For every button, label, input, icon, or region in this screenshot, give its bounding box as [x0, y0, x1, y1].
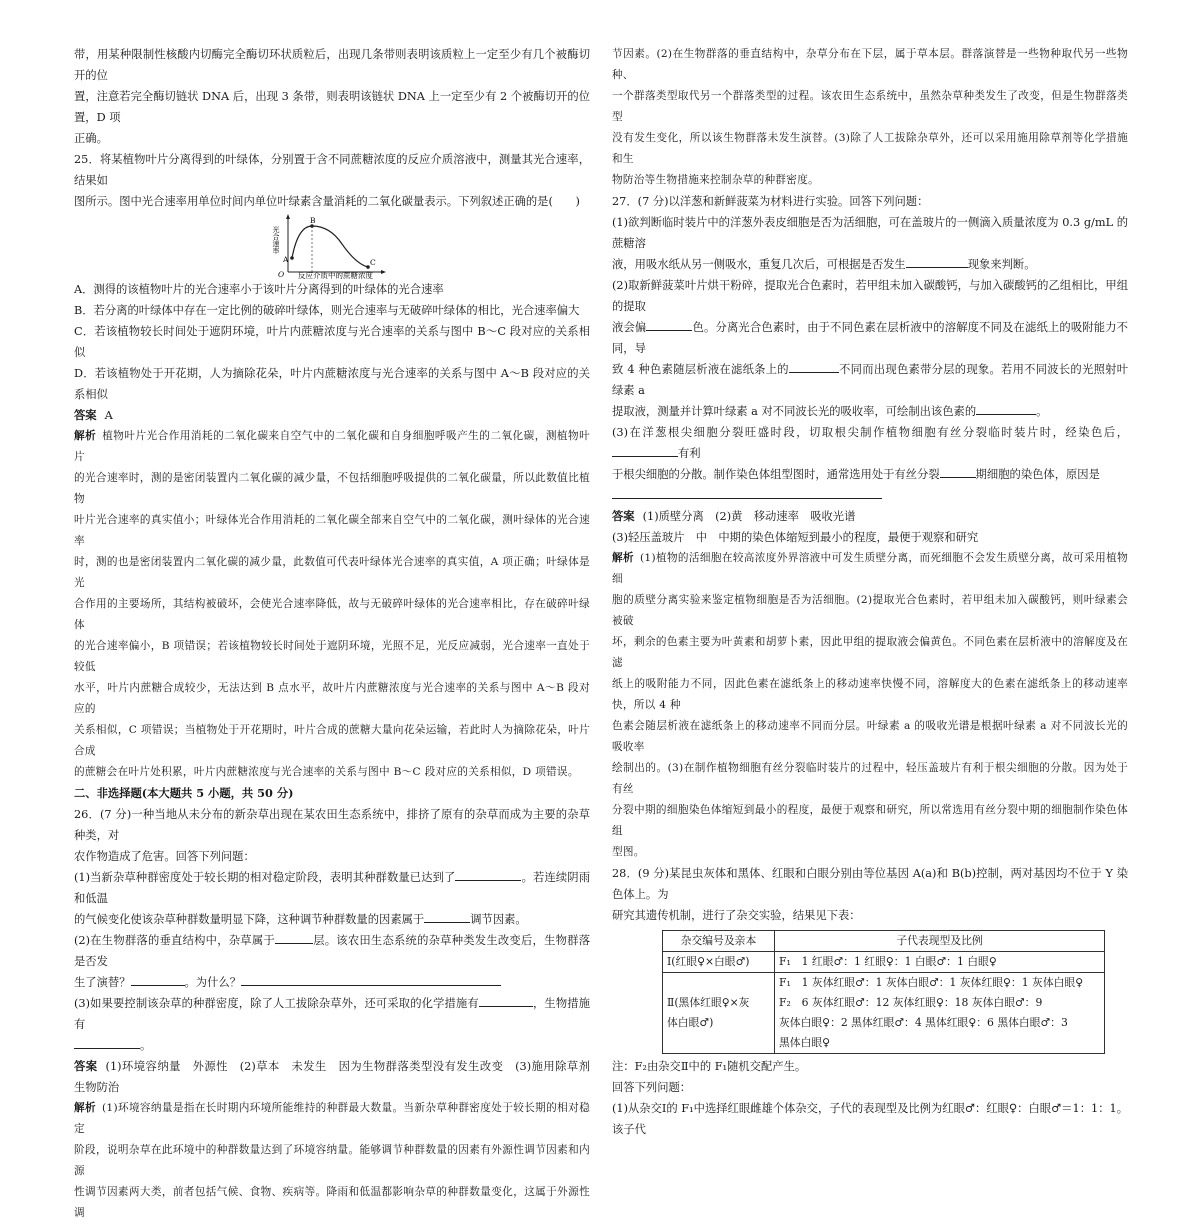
- y-axis-label: 光合速率: [272, 226, 280, 254]
- table-cell: F₁ 1 红眼♂：1 红眼♀：1 白眼♂：1 白眼♀: [775, 952, 1105, 973]
- answer-blank: [940, 466, 976, 478]
- answer-27-cont: (3)轻压盖玻片 中 中期的染色体缩短到最小的程度，最便于观察和研究: [612, 531, 979, 544]
- question-25-line: 25．将某植物叶片分离得到的叶绿体，分别置于含不同蔗糖浓度的反应介质溶液中，测量其光合速率，结果如: [74, 153, 590, 187]
- label-b: B: [310, 216, 316, 225]
- explanation-text: 时，测的也是密闭装置内二氧化碳的减少量，此数值可代表叶绿体光合速率的真实值，A 项正确；叶绿体是光: [74, 556, 590, 589]
- question-27-blankline: [612, 485, 1128, 506]
- x-axis-arrow: [381, 270, 386, 274]
- explanation-text: 阶段，说明杂草在此环境中的种群数量达到了环境容纳量。能够调节种群数量的因素有外源性调节因素和内源: [74, 1144, 590, 1177]
- explanation-27: [612, 548, 1128, 863]
- explanation-text: 的蔗糖会在叶片处积累，叶片内蔗糖浓度与光合速率的关系与图中 B～C 段对应的关系相似，D 项错误。: [74, 766, 579, 778]
- explanation-25: [74, 426, 590, 783]
- rate-curve: [292, 226, 368, 267]
- explanation-text: 性调节因素两大类，前者包括气候、食物、疾病等。降雨和低温都影响杂草的种群数量变化，这属于外源性调: [74, 1186, 590, 1219]
- explanation-text: 的光合速率偏小，B 项错误；若该植物较长时间处于遮阴环境，光照不足，光反应减弱，光合速率一直处于较低: [74, 640, 590, 673]
- explanation-text: 节因素。(2)在生物群落的垂直结构中，杂草分布在下层，属于草本层。群落演替是一些物种取代另一些物种、: [612, 48, 1128, 81]
- question-27-line: 提取液，测量并计算叶绿素 a 对不同波长光的吸收率，可绘制出该色素的 。: [612, 405, 1048, 418]
- table-header-cell: 子代表现型及比例: [775, 931, 1105, 952]
- question-27-line: 液会偏 色。分离光合色素时，由于不同色素在层析液中的溶解度不同及在滤纸上的吸附能力不同，导: [612, 321, 1128, 355]
- explanation-text: 色素会随层析液在滤纸条上的移动速率不同而分层。叶绿素 a 的吸收光谱是根据叶绿素 a 对不同波长光的吸收率: [612, 720, 1128, 753]
- question-26-part1b: 的气候变化使该杂草种群数量明显下降，这种调节种群数量的因素属于 调节因素。: [74, 913, 527, 926]
- explanation-text: 胞的质壁分离实验来鉴定植物细胞是否为活细胞。(2)提取光合色素时，若甲组未加入碳酸钙，则叶绿素会被破: [612, 594, 1128, 627]
- answer-blank: [646, 319, 692, 331]
- continuation-line: 正确。: [74, 132, 108, 145]
- question-27-line: 于根尖细胞的分散。制作染色体组型图时，通常选用处于有丝分裂 期细胞的染色体，原因是: [612, 468, 1100, 481]
- table-cell: Ⅰ(红眼♀×白眼♂): [663, 952, 775, 973]
- answer-blank: [479, 995, 533, 1007]
- answer-blank: [612, 445, 678, 457]
- option-c: C．若该植物较长时间处于遮阴环境，叶片内蔗糖浓度与光合速率的关系与图中 B～C 段对应的关系相似: [74, 325, 590, 359]
- question-27-line: 液，用吸水纸从另一侧吸水，重复几次后，可根据是否发生 现象来判断。: [612, 258, 1036, 271]
- answer-25: [74, 405, 590, 426]
- table-cell: Ⅱ(黑体红眼♀×灰 体白眼♂): [663, 973, 775, 1054]
- question-28-line: 研究其遗传机制，进行了杂交实验，结果见下表：: [612, 909, 861, 922]
- question-26-line: 26．(7 分)一种当地从未分布的新杂草出现在某农田生态系统中，排挤了原有的杂草而成为主要的杂草种类，对: [74, 808, 590, 842]
- answer-blank: [906, 256, 968, 268]
- explanation-text: 关系相似，C 项错误；当植物处于开花期时，叶片合成的蔗糖大量向花朵运输，若此时人为摘除花朵，叶片合成: [74, 724, 590, 757]
- explanation-text: 坏，剩余的色素主要为叶黄素和胡萝卜素，因此甲组的提取液会偏黄色。不同色素在层析液中的溶解度及在滤: [612, 636, 1128, 669]
- continuation-line: 带，用某种限制性核酸内切酶完全酶切环状质粒后，出现几条带则表明该质粒上一定至少有几个被酶切开的位: [74, 48, 590, 82]
- question-28-line: 回答下列问题：: [612, 1081, 692, 1094]
- answer-26: [74, 1056, 602, 1098]
- explanation-text: 植物叶片光合作用消耗的二氧化碳来自空气中的二氧化碳和自身细胞呼吸产生的二氧化碳，测植物叶片: [74, 430, 590, 463]
- explanation-label: 解析: [74, 1102, 96, 1114]
- answer-blank: [976, 403, 1036, 415]
- option-b: B．若分离的叶绿体中存在一定比例的破碎叶绿体，则光合速率与无破碎叶绿体的相比，光合速率偏大: [74, 304, 580, 317]
- answer-blank: [612, 487, 882, 499]
- question-26-part3: (3)如果要控制该杂草的种群密度，除了人工拔除杂草外，还可采取的化学措施有 ，生物措施有: [74, 997, 590, 1031]
- question-26-part2: (2)在生物群落的垂直结构中，杂草属于 层。该农田生态系统的杂草种类发生改变后，生物群落是否发: [74, 934, 590, 968]
- explanation-text: 一个群落类型取代另一个群落类型的过程。该农田生态系统中，虽然杂草种类发生了改变，但是生物群落类型: [612, 90, 1128, 123]
- question-28-line: 28．(9 分)某昆虫灰体和黑体、红眼和白眼分别由等位基因 A(a)和 B(b)控制，两对基因均不位于 Y 染色体上。为: [612, 867, 1128, 901]
- explanation-text: 叶片光合速率的真实值小；叶绿体光合作用消耗的二氧化碳全部来自空气中的二氧化碳，测叶绿体的光合速率: [74, 514, 590, 547]
- explanation-text: 没有发生变化，所以该生物群落未发生演替。(3)除了人工拔除杂草外，还可以采用施用除草剂等化学措施和生: [612, 132, 1128, 165]
- label-a: A: [283, 255, 289, 264]
- answer-blank: [455, 869, 521, 881]
- table-row: [663, 952, 1105, 973]
- explanation-text: 的光合速率时，测的是密闭装置内二氧化碳的减少量，不包括细胞呼吸提供的二氧化碳量，所以此数值比植物: [74, 472, 590, 505]
- section-heading: 二、非选择题(本大题共 5 小题，共 50 分): [74, 786, 294, 800]
- answer-27: [612, 506, 1128, 527]
- explanation-text: 合作用的主要场所，其结构被破坏，会使光合速率降低，故与无破碎叶绿体的光合速率相比，存在破碎叶绿体: [74, 598, 590, 631]
- explanation-text: 水平，叶片内蔗糖合成较少，无法达到 B 点水平，故叶片内蔗糖浓度与光合速率的关系与图中 A～B 段对应的: [74, 682, 590, 715]
- explanation-text: 型图。: [612, 846, 645, 858]
- table-note: 注：F₂由杂交Ⅱ中的 F₁随机交配产生。: [612, 1060, 807, 1073]
- answer-blank: [789, 361, 839, 373]
- table-header-row: [663, 931, 1105, 952]
- question-25-line: 图所示。图中光合速率用单位时间内单位叶绿素含量消耗的二氧化碳量表示。下列叙述正确的是( ): [74, 195, 580, 208]
- explanation-26-cont: [612, 44, 1128, 191]
- option-d: D．若该植物处于开花期，人为摘除花朵，叶片内蔗糖浓度与光合速率的关系与图中 A～B 段对应的关系相似: [74, 367, 590, 401]
- table-header-cell: 杂交编号及亲本: [663, 931, 775, 952]
- answer-blank: [424, 911, 470, 923]
- photosynthesis-graph: [74, 214, 590, 278]
- answer-blank: [74, 1037, 140, 1049]
- answer-value: (1)环境容纳量 外源性 (2)草本 未发生 因为生物群落类型没有发生改变 (3)施用除草剂 生物防治: [74, 1060, 602, 1094]
- explanation-text: 纸上的吸附能力不同，因此色素在滤纸条上的移动速率快慢不同，溶解度大的色素在滤纸条上的移动速率快，所以 4 种: [612, 678, 1128, 711]
- x-axis-label: 反应介质中的蔗糖浓度: [298, 271, 373, 280]
- question-26-part2b: 生了演替？ 。为什么？: [74, 972, 590, 993]
- question-28-line: (1)从杂交Ⅰ的 F₁中选择红眼雌雄个体杂交，子代的表现型及比例为红眼♂：红眼♀：白眼♂＝1：1：1。该子代: [612, 1102, 1128, 1136]
- right-column: [612, 44, 1128, 1140]
- question-26-line: 农作物造成了危害。回答下列问题：: [74, 850, 255, 863]
- y-axis-arrow: [286, 214, 290, 219]
- question-27-line: (3)在洋葱根尖细胞分裂旺盛时段，切取根尖制作植物细胞有丝分裂临时装片时，经染色后，有利: [612, 426, 1128, 460]
- cross-results-table: [662, 930, 1105, 1054]
- answer-value: (1)质壁分离 (2)黄 移动速率 吸收光谱: [642, 510, 856, 523]
- table-row: [663, 973, 1105, 1054]
- explanation-label: 解析: [74, 430, 97, 442]
- answer-blank: [275, 932, 313, 944]
- left-column: [74, 44, 602, 1224]
- answer-label: 答案: [74, 408, 97, 422]
- answer-value: A: [104, 409, 113, 422]
- question-27-line: (2)取新鲜菠菜叶片烘干粉碎，提取光合色素时，若甲组未加入碳酸钙，与加入碳酸钙的乙组相比，甲组的提取: [612, 279, 1128, 313]
- explanation-text: 物防治等生物措施来控制杂草的种群密度。: [612, 174, 819, 186]
- answer-label: 答案: [74, 1059, 98, 1073]
- explanation-text: (1)环境容纳量是指在长时期内环境所能维持的种群最大数量。当新杂草种群密度处于较长期的相对稳定: [74, 1102, 590, 1135]
- graph-svg: [270, 214, 410, 278]
- option-a: A．测得的该植物叶片的光合速率小于该叶片分离得到的叶绿体的光合速率: [74, 283, 444, 296]
- explanation-26: [74, 1098, 590, 1224]
- question-27-line: 27．(7 分)以洋葱和新鲜菠菜为材料进行实验。回答下列问题：: [612, 195, 929, 208]
- continuation-line: 置，注意若完全酶切链状 DNA 后，出现 3 条带，则表明该链状 DNA 上一定至少有 2 个被酶切开的位置，D 项: [74, 90, 590, 124]
- point-a: [290, 256, 294, 260]
- question-27-line: (1)欲判断临时装片中的洋葱外表皮细胞是否为活细胞，可在盖玻片的一侧滴入质量浓度为 0.3 g/mL 的蔗糖溶: [612, 216, 1128, 250]
- label-c: C: [370, 258, 376, 267]
- question-26-part1: (1)当新杂草种群密度处于较长期的相对稳定阶段，表明其种群数量已达到了 。若连续阴雨和低温: [74, 871, 590, 905]
- explanation-label: 解析: [612, 552, 634, 564]
- explanation-text: 绘制出的。(3)在制作植物细胞有丝分裂临时装片的过程中，轻压盖玻片有利于根尖细胞的分散。因为处于有丝: [612, 762, 1128, 795]
- answer-blank: [131, 974, 185, 986]
- answer-blank: [241, 974, 501, 986]
- question-26-part3b: 。: [74, 1035, 590, 1056]
- question-27-line: 致 4 种色素随层析液在滤纸条上的 不同而出现色素带分层的现象。若用不同波长的光照射叶绿素 a: [612, 363, 1128, 397]
- origin-label: O: [278, 270, 285, 279]
- explanation-text: (1)植物的活细胞在较高浓度外界溶液中可发生质壁分离，而死细胞不会发生质壁分离，故可采用植物细: [612, 552, 1128, 585]
- explanation-text: 分裂中期的细胞染色体缩短到最小的程度，最便于观察和研究，所以常选用有丝分裂中期的细胞制作染色体组: [612, 804, 1128, 837]
- answer-label: 答案: [612, 509, 635, 523]
- table-cell: F₁ 1 灰体红眼♂：1 灰体白眼♂：1 灰体红眼♀：1 灰体白眼♀ F₂ 6 灰体红眼♂：12 灰体红眼♀：18 灰体白眼♂：9 灰体白眼♀：2 黑体红眼♂：4 黑体红眼♀：6 黑体白眼♂：3 黑体白眼♀: [775, 973, 1105, 1054]
